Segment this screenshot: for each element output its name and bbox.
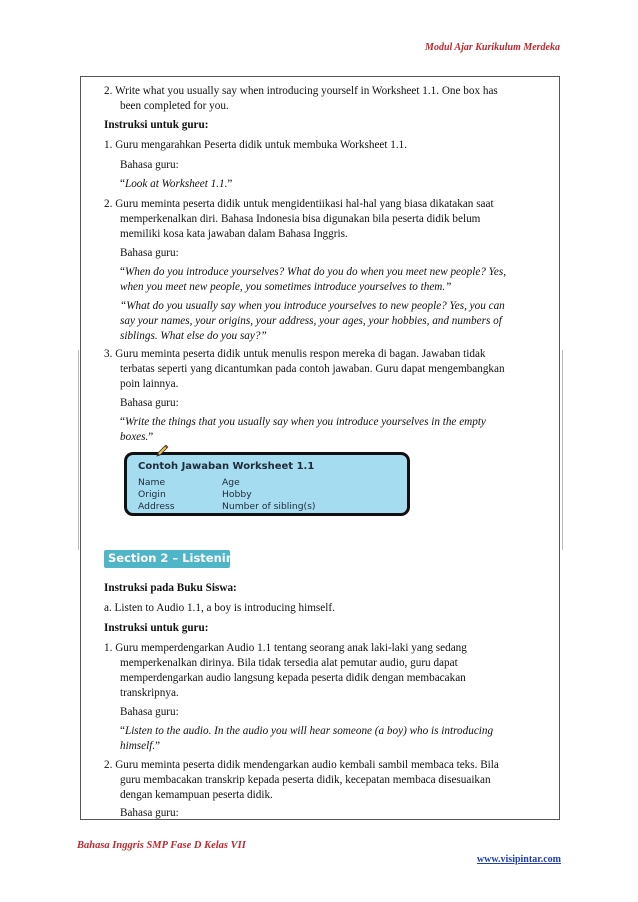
- listening-step-2: 2. Guru meminta peserta didik mendengarkan audio kembali sambil membaca teks. Bila: [104, 759, 499, 771]
- listening-step-2-cont-2: dengan kemampuan peserta didik.: [120, 789, 273, 801]
- student-instruction-a: a. Listen to Audio 1.1, a boy is introducing himself.: [104, 602, 335, 614]
- teacher-quote-4: “Write the things that you usually say when you introduce yourselves in the empty: [120, 416, 486, 428]
- listening-step-1: 1. Guru memperdengarkan Audio 1.1 tentang seorang anak laki-laki yang sedang: [104, 642, 467, 654]
- teacher-instruction-heading: Instruksi untuk guru:: [104, 119, 209, 131]
- teacher-quote-3: “What do you usually say when you introduce yourselves to new people? Yes, you can: [120, 300, 505, 312]
- teacher-step-2: 2. Guru meminta peserta didik untuk mengidentiikasi hal-hal yang biasa dikatakan saat: [104, 198, 494, 210]
- bahasa-guru-label: Bahasa guru:: [120, 706, 179, 718]
- listening-step-1-cont-1: memperkenalkan dirinya. Bila tidak tersedia alat pemutar audio, guru dapat: [120, 657, 458, 669]
- teacher-quote-2: “When do you introduce yourselves? What do you do when you meet new people? Yes,: [120, 266, 506, 278]
- worksheet-item: Number of sibling(s): [222, 501, 316, 512]
- listening-step-1-cont-3: transkripnya.: [120, 687, 179, 699]
- teacher-quote-2-cont: when you meet new people, you sometimes introduce yourselves to them.”: [120, 281, 452, 293]
- teacher-step-2-cont-2: memiliki kosa kata jawaban dalam Bahasa Inggris.: [120, 228, 348, 240]
- bahasa-guru-label: Bahasa guru:: [120, 159, 179, 171]
- teacher-quote-1: “Look at Worksheet 1.1.”: [120, 178, 233, 190]
- worksheet-item: Name: [138, 477, 166, 488]
- teacher-quote-5-cont: himself.”: [120, 740, 161, 752]
- footer-website-link[interactable]: www.visipintar.com: [476, 854, 561, 865]
- teacher-step-2-cont-1: memperkenalkan diri. Bahasa Indonesia bisa digunakan bila peserta didik belum: [120, 213, 481, 225]
- student-instruction-2: 2. Write what you usually say when introducing yourself in Worksheet 1.1. One box has: [104, 85, 498, 97]
- teacher-step-3-cont-1: terbatas seperti yang dicantumkan pada contoh jawaban. Guru dapat mengembangkan: [120, 363, 505, 375]
- student-book-heading: Instruksi pada Buku Siswa:: [104, 582, 237, 594]
- bahasa-guru-label: Bahasa guru:: [120, 247, 179, 259]
- section-2-label: Section 2 – Listening: [108, 551, 243, 565]
- worksheet-title: Contoh Jawaban Worksheet 1.1: [138, 461, 315, 472]
- teacher-step-3: 3. Guru meminta peserta didik untuk menulis respon mereka di bagan. Jawaban tidak: [104, 348, 486, 360]
- footer-book-title: Bahasa Inggris SMP Fase D Kelas VII: [77, 840, 246, 851]
- bahasa-guru-label: Bahasa guru:: [120, 807, 179, 819]
- worksheet-item: Address: [138, 501, 175, 512]
- worksheet-item: Hobby: [222, 489, 252, 500]
- teacher-quote-4-cont: boxes.”: [120, 431, 154, 443]
- teacher-step-3-cont-2: poin lainnya.: [120, 378, 179, 390]
- teacher-quote-5: “Listen to the audio. In the audio you will hear someone (a boy) who is introducing: [120, 725, 494, 737]
- teacher-step-1: 1. Guru mengarahkan Peserta didik untuk membuka Worksheet 1.1.: [104, 139, 408, 151]
- teacher-quote-3-cont-2: siblings. What else do you say?”: [120, 330, 267, 342]
- page-header: Modul Ajar Kurikulum Merdeka: [425, 42, 560, 53]
- listening-step-1-cont-2: memperdengarkan audio langsung kepada peserta didik dengan membacakan: [120, 672, 466, 684]
- teacher-quote-3-cont-1: say your names, your origins, your address, your ages, your hobbies, and numbers of: [120, 315, 502, 327]
- worksheet-item: Origin: [138, 489, 166, 500]
- worksheet-item: Age: [222, 477, 240, 488]
- teacher-instruction-heading: Instruksi untuk guru:: [104, 622, 209, 634]
- student-instruction-2-cont: been completed for you.: [120, 100, 229, 112]
- listening-step-2-cont-1: guru membacakan transkrip kepada peserta didik, kecepatan membaca disesuaikan: [120, 774, 491, 786]
- bahasa-guru-label: Bahasa guru:: [120, 397, 179, 409]
